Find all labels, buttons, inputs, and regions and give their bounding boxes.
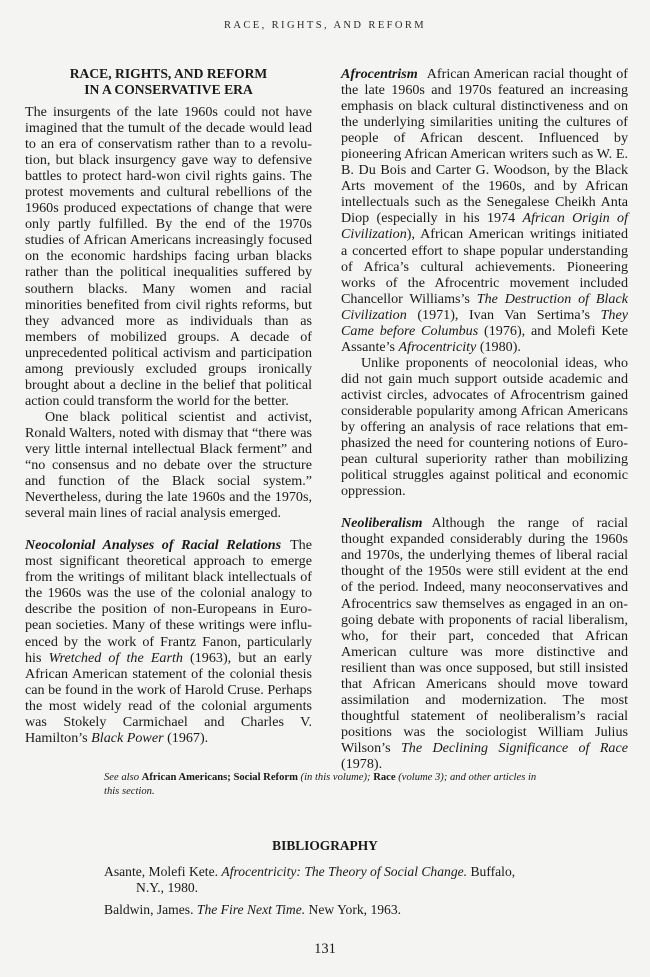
paragraph xyxy=(341,515,628,772)
text-run: (1976), and Molefi Kete Assante’s xyxy=(341,322,628,355)
right-column-body xyxy=(341,66,628,772)
text-run: One black political scientist and activist, Ronald Walters, noted with dismay that “there was very little internal intellectual Black ferment” and “no consensus and no debate over the structure and function of the Black social system.” Nevertheless, during the late 1960s and the 1970s, several main lines of racial analysis emerged. xyxy=(25,408,312,522)
right-column xyxy=(341,66,628,772)
italic-title: They Came before Columbus xyxy=(341,306,628,339)
text-run: (1971), Ivan Van Sertima’s xyxy=(406,306,601,323)
text-run: ), African American writings initiated a concerted effort to shape popular understanding of Africa’s cultural achievements. Pioneering works of the Afrocentric movement included Chancellor Williams’s xyxy=(341,226,628,307)
text-run: Although the range of racial thought expanded considerably during the 1960s and 1970s, the underlying themes of liberal racial thought of the 1950s were still evident at the end of the period. Indeed, many neoconservatives and Afrocentrics saw themselves as engaged in an ongoing debate with proponents of racial liberalism, who, for their part, conceded that African American culture was more distinctive and resilient than was once supposed, but still insisted that African Americans should move toward assimilation and modernization. The most thoughtful statement of neoliberalism’s racial positions was the sociologist William Julius Wilson’s xyxy=(341,515,628,756)
text-run: (1978). xyxy=(341,755,383,772)
text-run: The insurgents of the late 1960s could not have imagined that the tumult of the decade would lead to an era of conservatism rather than to a revolution, but black insurgency gave way to defensive battles to protect hard-won civil rights gains. The protest movements and cultural rebellions of the 1960s produced expectations of change that were only partly fulfilled. By the end of the 1970s studies of African Americans increasingly focused on the economic hardships facing urban blacks rather than the political inequalities suffered by southern blacks. Many women and racial minorities benefited from civil rights reforms, but they advanced more as individuals than as members of mobilized groups. A decade of unprecedented political activism and participation among previously excluded groups ironically brought about a decline in the belief that political action could transform the world for the better. xyxy=(25,104,312,409)
bibliography-entry xyxy=(104,902,534,918)
cross-reference: Race xyxy=(373,772,396,783)
see-also-note xyxy=(104,771,544,799)
text-run: Unlike proponents of neocolonial ideas, who did not gain much support outside academic and activist circles, advocates of Afrocentrism gained considerable popularity among African Americans by offering an analysis of race relations that emphasized the need for countering notions of European cultural superiority rather than mobilizing political struggles against political and economic oppression. xyxy=(341,354,628,500)
paragraph xyxy=(25,104,312,409)
italic-title: Afrocentricity xyxy=(398,338,477,355)
text-run: African American racial thought of the late 1960s and 1970s featured an increasing emphasis on black cultural distinctiveness and on the underlying similarities uniting the cultures of people of African descent. Influenced by pioneering African American writers such as W. E. B. Du Bois and Carter G. Woodson, by the Black Arts movement of the 1960s, and by African intellectuals such as the Senegalese Cheikh Anta Diop (especially in his 1974 xyxy=(341,66,628,227)
bibliography-title: BIBLIOGRAPHY xyxy=(272,838,378,853)
italic-title: The Fire Next Time. xyxy=(196,902,306,917)
text-run: See also xyxy=(104,772,142,783)
text-run: New York, 1963. xyxy=(305,902,402,917)
text-run: (volume 3); and other articles in this section. xyxy=(104,772,537,797)
paragraph xyxy=(341,66,628,355)
bibliography-list xyxy=(104,864,534,924)
italic-title: African Origin of Civilization xyxy=(341,210,628,243)
left-column-body xyxy=(25,104,312,746)
cross-reference: African Americans; Social Reform xyxy=(141,772,298,783)
running-head: RACE, RIGHTS, AND REFORM xyxy=(224,20,426,31)
page-number: 131 xyxy=(314,941,336,957)
text-run: (1980). xyxy=(476,338,521,355)
text-run: Buffalo, N.Y., 1980. xyxy=(136,864,516,895)
italic-title: Wretched of the Earth xyxy=(48,649,183,666)
subsection-heading: Afrocentrism xyxy=(341,66,418,82)
section-title-line-2: IN A CONSERVATIVE ERA xyxy=(84,81,253,97)
subsection-heading: Neocolonial Analyses of Racial Relations xyxy=(25,537,282,554)
text-run: Asante, Molefi Kete. xyxy=(104,864,222,879)
paragraph xyxy=(25,409,312,521)
section-title-line-1: RACE, RIGHTS, AND REFORM xyxy=(69,66,268,81)
text-run: (1967). xyxy=(163,729,209,746)
text-run: (in this volume); xyxy=(297,772,374,783)
paragraph xyxy=(341,355,628,499)
italic-title: Black Power xyxy=(91,729,164,746)
left-column xyxy=(25,66,312,746)
text-run: The most significant theoretical approach to emerge from the writings of militant black intellectuals of the 1960s was the use of the colonial analogy to describe the position of non-Europeans in European societies. Many of these writings were influenced by the work of Frantz Fanon, particularly his xyxy=(25,537,312,666)
subsection-heading: Neoliberalism xyxy=(341,515,423,532)
text-run: (1963), but an early African American statement of the colonial thesis can be found in the work of Harold Cruse. Perhaps the most widely read of the colonial arguments was Stokely Carmichael and Charles V. Hamilton’s xyxy=(25,649,312,746)
italic-title: The Declining Significance of Race xyxy=(400,739,628,756)
section-title xyxy=(25,66,312,97)
italic-title: The Destruction of Black Civilization xyxy=(341,290,628,323)
bibliography-entry xyxy=(104,864,534,896)
italic-title: Afrocentricity: The Theory of Social Change. xyxy=(221,864,468,879)
text-run: Baldwin, James. xyxy=(104,902,197,917)
paragraph xyxy=(25,537,312,746)
